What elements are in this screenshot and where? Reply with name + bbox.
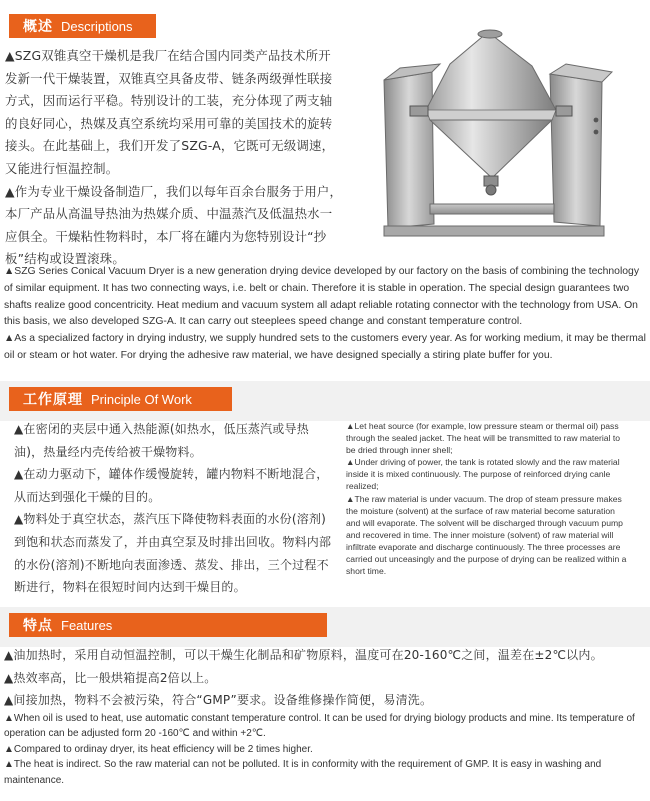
overview-en-paragraph-2: ▲As a specialized factory in drying industry, we supply hundred sets to the customers every year. As for working medium, it may be thermal oil or steam or hot water. For drying the adhesive raw material, we have designed specially a stiring plate buffer for you. (4, 333, 646, 361)
principle-cn-paragraph-2: ▲在动力驱动下，罐体作缓慢旋转，罐内物料不断地混合，从而达到强化干燥的目的。 (14, 467, 329, 504)
principle-cn-text (14, 418, 336, 599)
conical-vacuum-dryer-icon (370, 28, 618, 240)
features-en-list (4, 711, 646, 788)
section-header-principle (9, 387, 232, 411)
section-title-cn: 特点 (23, 618, 53, 634)
features-cn-item-1: ▲油加热时，采用自动恒温控制，可以干燥生化制品和矿物原料，温度可在20-160℃之间，温差在±2℃以内。 (4, 648, 603, 662)
overview-cn-text (5, 45, 343, 271)
overview-cn-paragraph-2: ▲作为专业干燥设备制造厂，我们以每年百余台服务于用户，本厂产品从高温导热油为热媒介质、中温蒸汽及低温热水一应俱全。干燥粘性物料时，本厂将在罐内为您特别设计“抄板”结构或设置滚珠。 (5, 183, 343, 267)
features-cn-item-2: ▲热效率高，比一般烘箱提高2倍以上。 (4, 670, 217, 685)
overview-en-text (4, 264, 646, 365)
principle-en-paragraph-3: ▲The raw material is under vacuum. The drop of steam pressure makes the moisture (solvent) at the surface of raw material become saturation and will evaporate. The solvent will be discharged through vacuum pump and recovered in time. The inner moisture (solvent) of raw material will infiltrate evaporate and discharge continuously. The three processes are carried out unceasingly and the purpose of drying can be realized within a short time. (346, 493, 627, 577)
features-cn-item-3: ▲间接加热，物料不会被污染，符合“GMP”要求。设备维修操作简便，易清洗。 (4, 693, 433, 708)
features-en-item-3: ▲The heat is indirect. So the raw material can not be polluted. It is in conformity with the requirement of GMP. It is easy in washing and maintenance. (4, 759, 602, 786)
dryer-photo (370, 28, 618, 240)
section-title-cn: 工作原理 (23, 392, 83, 408)
section-title-cn: 概述 (23, 19, 53, 35)
features-en-item-1: ▲When oil is used to heat, use automatic constant temperature control. It can be used for drying biology products and mine. Its temperature of operation can be adjusted form 20 -160℃ and within +2℃. (4, 713, 635, 740)
section-title-en: Descriptions (61, 18, 133, 34)
principle-en-paragraph-1: ▲Let heat source (for example, low pressure steam or thermal oil) pass through the sealed jacket. The heat will be transmitted to raw material to be dried through inner shell; (346, 421, 621, 456)
principle-cn-paragraph-3: ▲物料处于真空状态，蒸汽压下降使物料表面的水份(溶剂)到饱和状态而蒸发了，并由真空泵及时排出回收。物料内部的水份(溶剂)不断地向表面渗透、蒸发、排出，三个过程不断进行，物料在很短时间内达到干燥目的。 (14, 512, 332, 595)
features-en-item-2: ▲Compared to ordinay dryer, its heat efficiency will be 2 times higher. (4, 743, 313, 755)
overview-en-paragraph-1: ▲SZG Series Conical Vacuum Dryer is a new generation drying device developed by our factory on the basis of combining the technology of similar equipment. It has two connecting ways, i.e. belt or chain. Therefore it is stable in operation. The special design guarantees two shafts realize good concentricity. Heat medium and vacuum system all adapt reliable rotating connector with the technology from USA. On this basis, we also developed SZG-A. It can carry out steeplees speed change and constant temperature control. (4, 266, 640, 328)
section-header-features (9, 613, 327, 637)
section-title-en: Principle Of Work (91, 391, 192, 407)
section-header-descriptions (9, 14, 156, 38)
features-cn-list (4, 644, 644, 712)
principle-en-text (346, 420, 630, 577)
principle-cn-paragraph-1: ▲在密闭的夹层中通入热能源(如热水，低压蒸汽或导热油)，热量经内壳传给被干燥物料。 (14, 422, 309, 459)
section-title-en: Features (61, 617, 113, 633)
principle-en-paragraph-2: ▲Under driving of power, the tank is rotated slowly and the raw material inside it is mixed continuously. The purpose of reinforced drying canle realized; (346, 457, 620, 492)
overview-cn-paragraph-1: ▲SZG双锥真空干燥机是我厂在结合国内同类产品技术所开发新一代干燥装置，双锥真空具备皮带、链条两级弹性联接方式，因而运行平稳。特别设计的工装，充分体现了两支轴的良好同心，热媒及真空系统均采用可靠的美国技术的旋转接头。在此基础上，我们开发了SZG-A，它既可无级调速，又能进行恒温控制。 (5, 48, 335, 176)
